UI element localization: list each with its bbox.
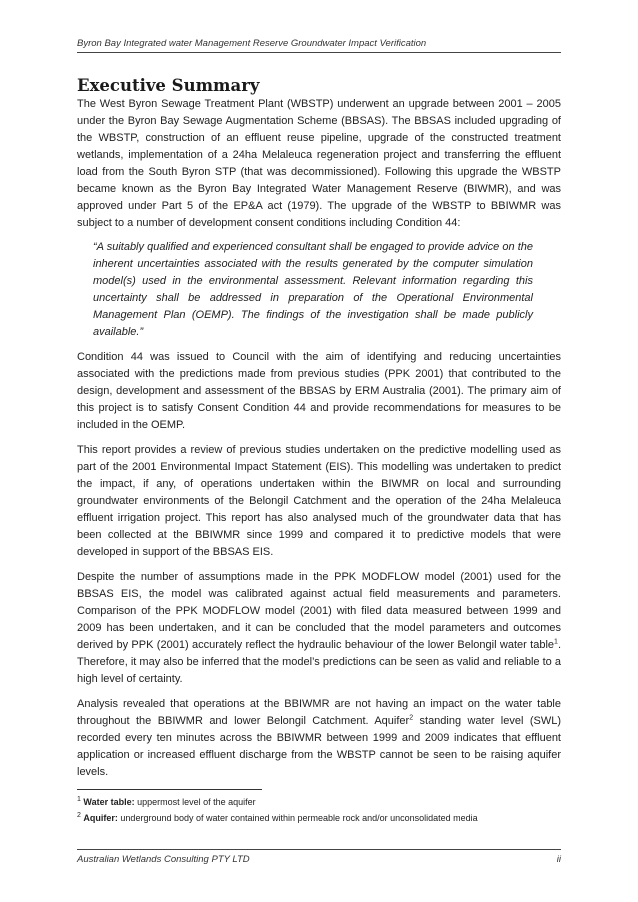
footnote-2: [77, 812, 561, 824]
paragraph-modflow: [77, 569, 561, 688]
footer-company: Australian Wetlands Consulting PTY LTD: [77, 854, 250, 865]
footnote-1-mark: 1: [77, 796, 81, 803]
paragraph-condition-44: Condition 44 was issued to Council with the aim of identifying and reducing uncertainties associated with the predictions made from previous studies (PPK 2001) that contributed to the design, development and assessment of the BBSAS by ERM Australia (2001). The primary aim of this project is to satisfy Consent Condition 44 and provide recommendations for measures to be included in the OEMP.: [77, 351, 561, 431]
footnote-ref-2[interactable]: 2: [409, 714, 414, 722]
paragraph-report-scope: This report provides a review of previous studies undertaken on the predictive modelling used as part of the 2001 Environmental Impact Statement (EIS). This modelling was undertaken to predict the impact, if any, of operations undertaken within the BIWMR on local and surrounding groundwater environments of the Belongil Catchment and the operation of the 24ha Melaleuca effluent irrigation project. This report has also analysed much of the groundwater data that has been collected at the BBIWMR since 1999 and compared it to predictive models that were developed in support of the BBSAS EIS.: [77, 444, 561, 558]
paragraph-analysis: [77, 696, 561, 781]
paragraph-analysis-text-1: Analysis revealed that operations at the BBIWMR are not having an impact on the water table throughout the BBIWMR and lower Belongil Catchment. Aquifer: [77, 698, 561, 727]
footnote-2-term: Aquifer:: [83, 813, 118, 823]
running-header: Byron Bay Integrated water Management Reserve Groundwater Impact Verification: [77, 38, 561, 53]
paragraph-modflow-text-1: Despite the number of assumptions made in the PPK MODFLOW model (2001) used for the BBSAS EIS, the model was calibrated against actual field measurements and parameters. Comparison of the PPK MODFLOW model (2001) with filed data measured between 1999 and 2009 has been undertaken, and it can be concluded that the model parameters and outcomes derived by PPK (2001) accurately reflect the hydraulic behaviour of the lower Belongil water table: [77, 571, 561, 651]
footnote-2-text: underground body of water contained within permeable rock and/or unconsolidated media: [117, 813, 478, 823]
footnote-1-text: uppermost level of the aquifer: [134, 797, 256, 807]
footnote-divider: [77, 789, 262, 790]
footnote-1: [77, 796, 561, 808]
footnote-2-mark: 2: [77, 812, 81, 819]
page-title: Executive Summary: [77, 76, 260, 95]
footnote-1-term: Water table:: [83, 797, 135, 807]
paragraph-intro: The West Byron Sewage Treatment Plant (WBSTP) underwent an upgrade between 2001 – 2005 under the Byron Bay Sewage Augmentation Scheme (BBSAS). The BBSAS included upgrading of the WBSTP, construction of an effluent reuse pipeline, upgrade of the constructed treatment wetlands, implementation of a 24ha Melaleuca regeneration project and transferring the effluent load from the South Byron STP (that was decommissioned). Following this upgrade the WBSTP became known as the Byron Bay Integrated Water Management Reserve (BIWMR), and was approved under Part 5 of the EP&A act (1979). The upgrade of the WBSTP to BBIWMR was subject to a number of development consent conditions including Condition 44:: [77, 98, 561, 229]
paragraph-modflow-text-2: . Therefore, it may also be inferred that the model’s predictions can be seen as valid and reliable to a high level of certainty.: [77, 639, 561, 685]
page-footer: [77, 849, 561, 865]
condition-44-quote: “A suitably qualified and experienced consultant shall be engaged to provide advice on the inherent uncertainties associated with the results generated by the computer simulation model(s) used in the environmental assessment. Relevant information regarding this uncertainty shall be addressed in preparation of the Operational Environmental Management Plan (OEMP). The findings of the investigation shall be made publicly available.”: [93, 241, 533, 338]
paragraph-analysis-text-2: standing water level (SWL) recorded every ten minutes across the BBIWMR between 1999 and 2009 indicates that effluent application or increased effluent discharge from the WBSTP cannot be seen to be raising aquifer levels.: [77, 715, 561, 778]
page-number: ii: [556, 854, 561, 865]
footnote-ref-1[interactable]: 1: [554, 638, 558, 646]
